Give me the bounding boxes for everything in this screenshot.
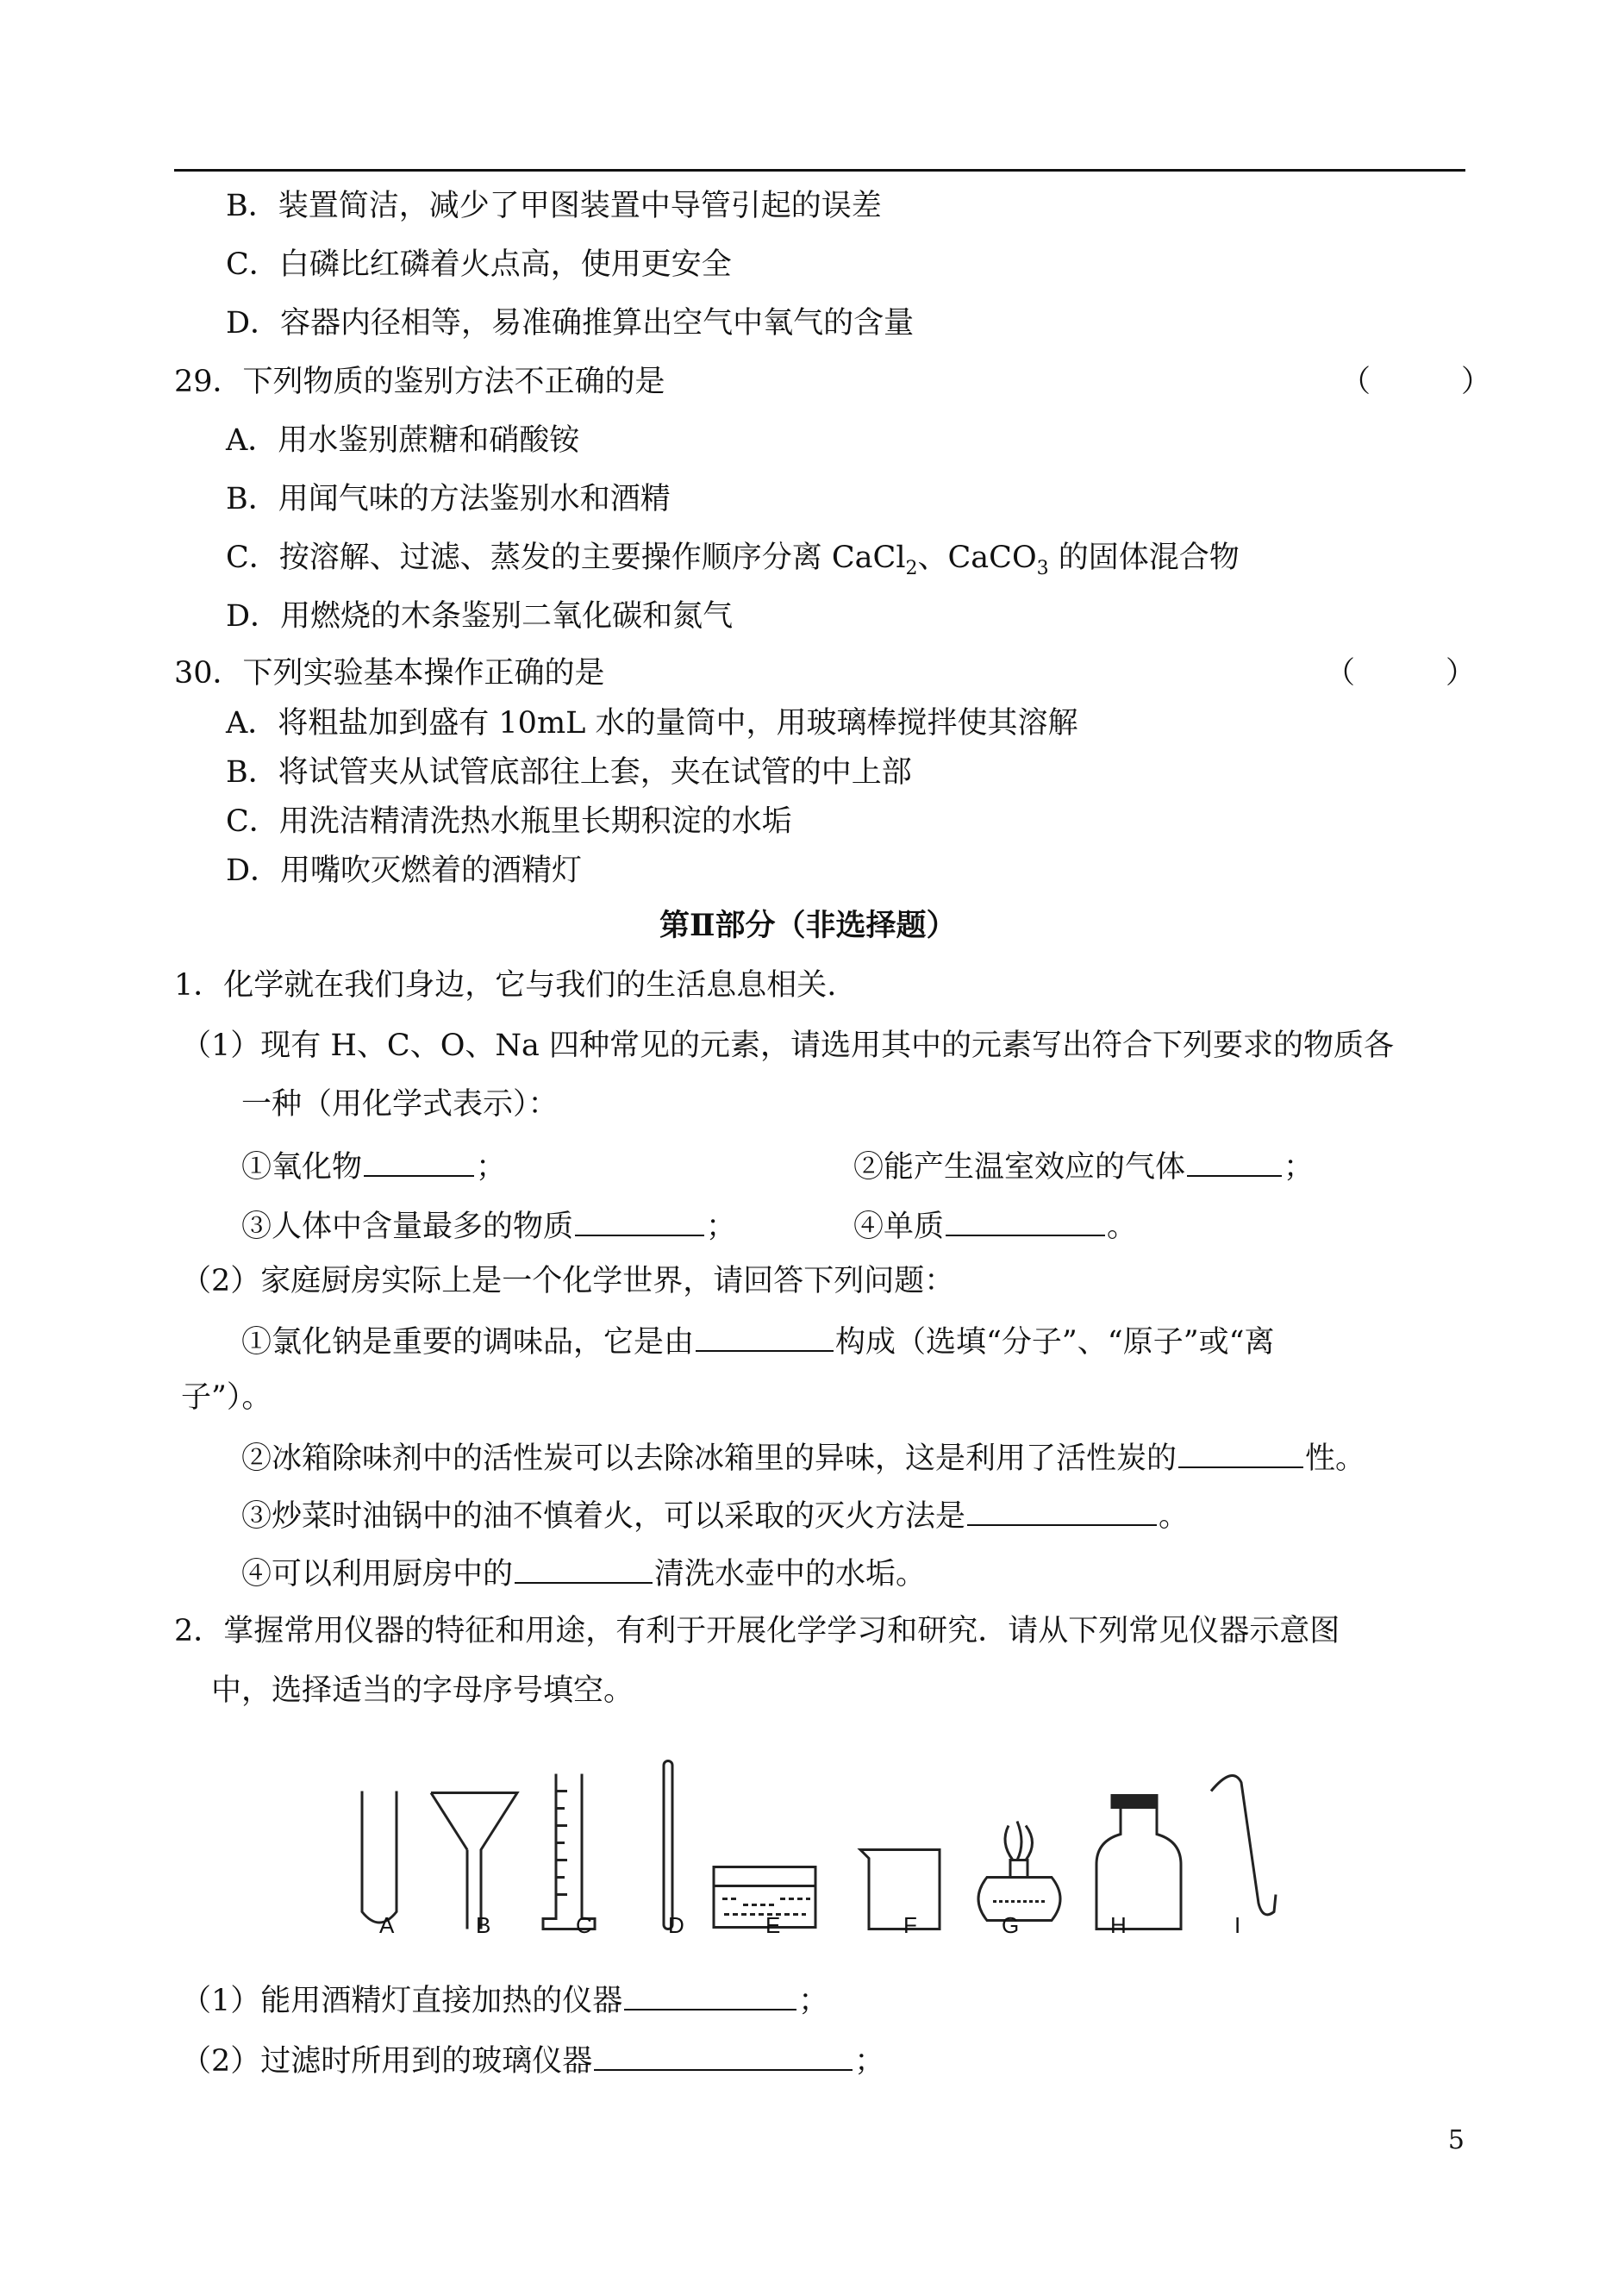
q28-option-d: D．容器内径相等，易准确推算出空气中氧气的含量 xyxy=(226,306,915,341)
graduated-cylinder-icon xyxy=(543,1774,595,1929)
answer-blank-element[interactable] xyxy=(946,1209,1105,1236)
q28-option-c: C．白磷比红磷着火点高，使用更安全 xyxy=(226,247,732,282)
figure-label-c: C xyxy=(576,1912,592,1938)
figure-label-a: A xyxy=(379,1912,395,1938)
trough-icon xyxy=(714,1867,815,1928)
figure-label-i: I xyxy=(1234,1912,1241,1938)
answer-blank-oxide[interactable] xyxy=(364,1149,474,1177)
alcohol-lamp-icon xyxy=(978,1822,1060,1921)
q2-sub2-label: （2）过滤时所用到的玻璃仪器 xyxy=(181,2044,593,2079)
p2-q1-item4 xyxy=(853,1209,1137,1242)
sub2-item4-post: 清洗水壶中的水垢。 xyxy=(654,1557,927,1591)
q29-option-c-text-1: C．按溶解、过滤、蒸发的主要操作顺序分离 CaCl xyxy=(226,541,906,575)
q29-answer-paren: （ ） xyxy=(1340,365,1492,399)
figure-label-g: G xyxy=(1002,1912,1020,1938)
q29-option-c-sub-2: 3 xyxy=(1036,558,1049,579)
p2-q1-sub1-line2: 一种（用化学式表示）： xyxy=(241,1087,559,1122)
p2-q2-sub1 xyxy=(181,1983,828,2017)
p2-q1-sub2-item4 xyxy=(241,1556,926,1590)
answer-blank-greenhouse-gas[interactable] xyxy=(1187,1149,1282,1177)
figure-label-h: H xyxy=(1110,1912,1127,1938)
sub2-item1-pre: ①氯化钠是重要的调味品，它是由 xyxy=(241,1325,695,1360)
p2-q1-stem: 1．化学就在我们身边，它与我们的生活息息相关. xyxy=(174,968,837,1003)
p2-q2-line1: 2．掌握常用仪器的特征和用途，有利于开展化学学习和研究．请从下列常见仪器示意图 xyxy=(174,1614,1340,1648)
reagent-bottle-icon xyxy=(1096,1796,1181,1929)
q29-option-d: D．用燃烧的木条鉴别二氧化碳和氮气 xyxy=(226,599,734,634)
p2-q1-sub2-item1 xyxy=(241,1324,1274,1358)
figure-label-e: E xyxy=(765,1912,781,1938)
answer-blank-property[interactable] xyxy=(1178,1441,1303,1468)
figure-label-f: F xyxy=(903,1912,917,1938)
sub2-item3-pre: ③炒菜时油锅中的油不慎着火，可以采取的灭火方法是 xyxy=(241,1499,966,1534)
item2-label: ②能产生温室效应的气体 xyxy=(853,1150,1186,1185)
q2-sub1-label: （1）能用酒精灯直接加热的仪器 xyxy=(181,1984,623,2018)
answer-blank-particle[interactable] xyxy=(696,1324,834,1352)
q29-option-c-text-3: 的固体混合物 xyxy=(1048,541,1240,575)
item1-label: ①氧化物 xyxy=(241,1150,363,1185)
p2-q1-sub1-line1: （1）现有 H、C、O、Na 四种常见的元素，请选用其中的元素写出符合下列要求的物质各 xyxy=(181,1029,1395,1063)
test-tube-icon xyxy=(362,1792,397,1923)
p2-q1-sub2-item3 xyxy=(241,1498,1189,1532)
p2-q1-sub2: （2）家庭厨房实际上是一个化学世界，请回答下列问题： xyxy=(181,1264,955,1298)
q30-option-a: A．将粗盐加到盛有 10mL 水的量筒中，用玻璃棒搅拌使其溶解 xyxy=(226,706,1078,741)
q30-option-d: D．用嘴吹灭燃着的酒精灯 xyxy=(226,854,583,888)
q30-stem: 30．下列实验基本操作正确的是 xyxy=(174,656,605,691)
page-number: 5 xyxy=(1447,2125,1465,2155)
q29-stem: 29．下列物质的鉴别方法不正确的是 xyxy=(174,365,665,399)
p2-q1-sub2-item2 xyxy=(241,1441,1365,1474)
q30-option-b: B．将试管夹从试管底部往上套，夹在试管的中上部 xyxy=(226,755,912,790)
q2-sub2-semicolon: ； xyxy=(854,2044,885,2079)
bent-glass-tube-icon xyxy=(1211,1776,1276,1915)
answer-blank-filtration[interactable] xyxy=(594,2043,853,2071)
beaker-icon xyxy=(860,1850,940,1929)
p2-q1-item1 xyxy=(241,1149,506,1183)
q30-option-c: C．用洗洁精清洗热水瓶里长期积淀的水垢 xyxy=(226,804,792,839)
figure-label-b: B xyxy=(476,1912,491,1938)
item4-period: 。 xyxy=(1107,1210,1138,1244)
p2-q1-sub2-item1-cont: 子”）。 xyxy=(181,1380,272,1415)
item3-label: ③人体中含量最多的物质 xyxy=(241,1210,574,1244)
sub2-item1-post: 构成（选填“分子”、“原子”或“离 xyxy=(835,1325,1275,1360)
q30-answer-paren: （ ） xyxy=(1325,656,1477,691)
glass-rod-icon xyxy=(664,1761,672,1929)
q2-sub1-semicolon: ； xyxy=(798,1984,829,2018)
q29-option-c-sub-1: 2 xyxy=(905,558,918,579)
item1-semicolon: ； xyxy=(476,1150,507,1185)
item2-semicolon: ； xyxy=(1284,1150,1315,1185)
sub2-item2-pre: ②冰箱除味剂中的活性炭可以去除冰箱里的异味，这是利用了活性炭的 xyxy=(241,1441,1177,1476)
figure-label-d: D xyxy=(668,1912,684,1938)
answer-blank-body-substance[interactable] xyxy=(575,1209,704,1236)
p2-q1-item2 xyxy=(853,1149,1314,1183)
answer-blank-fire-method[interactable] xyxy=(967,1498,1157,1526)
header-rule xyxy=(174,169,1465,172)
q29-option-a: A．用水鉴别蔗糖和硝酸铵 xyxy=(226,423,580,458)
q29-option-c-text-2: 、CaCO xyxy=(917,541,1037,575)
funnel-icon xyxy=(431,1793,517,1929)
sub2-item3-post: 。 xyxy=(1159,1499,1190,1534)
answer-blank-cleaner[interactable] xyxy=(515,1556,653,1584)
q28-option-b: B．装置简洁，减少了甲图装置中导管引起的误差 xyxy=(226,189,882,223)
item3-semicolon: ； xyxy=(706,1210,737,1244)
p2-q2-sub2 xyxy=(181,2043,884,2077)
sub2-item2-post: 性。 xyxy=(1305,1441,1366,1476)
part2-title: 第Ⅱ部分（非选择题） xyxy=(659,908,957,943)
sub2-item4-pre: ④可以利用厨房中的 xyxy=(241,1557,514,1591)
p2-q2-line2: 中，选择适当的字母序号填空。 xyxy=(211,1673,634,1708)
answer-blank-direct-heat[interactable] xyxy=(624,1983,796,2010)
item4-label: ④单质 xyxy=(853,1210,945,1244)
p2-q1-item3 xyxy=(241,1209,736,1242)
q29-option-c xyxy=(226,543,1240,578)
q29-option-b: B．用闻气味的方法鉴别水和酒精 xyxy=(226,482,671,516)
